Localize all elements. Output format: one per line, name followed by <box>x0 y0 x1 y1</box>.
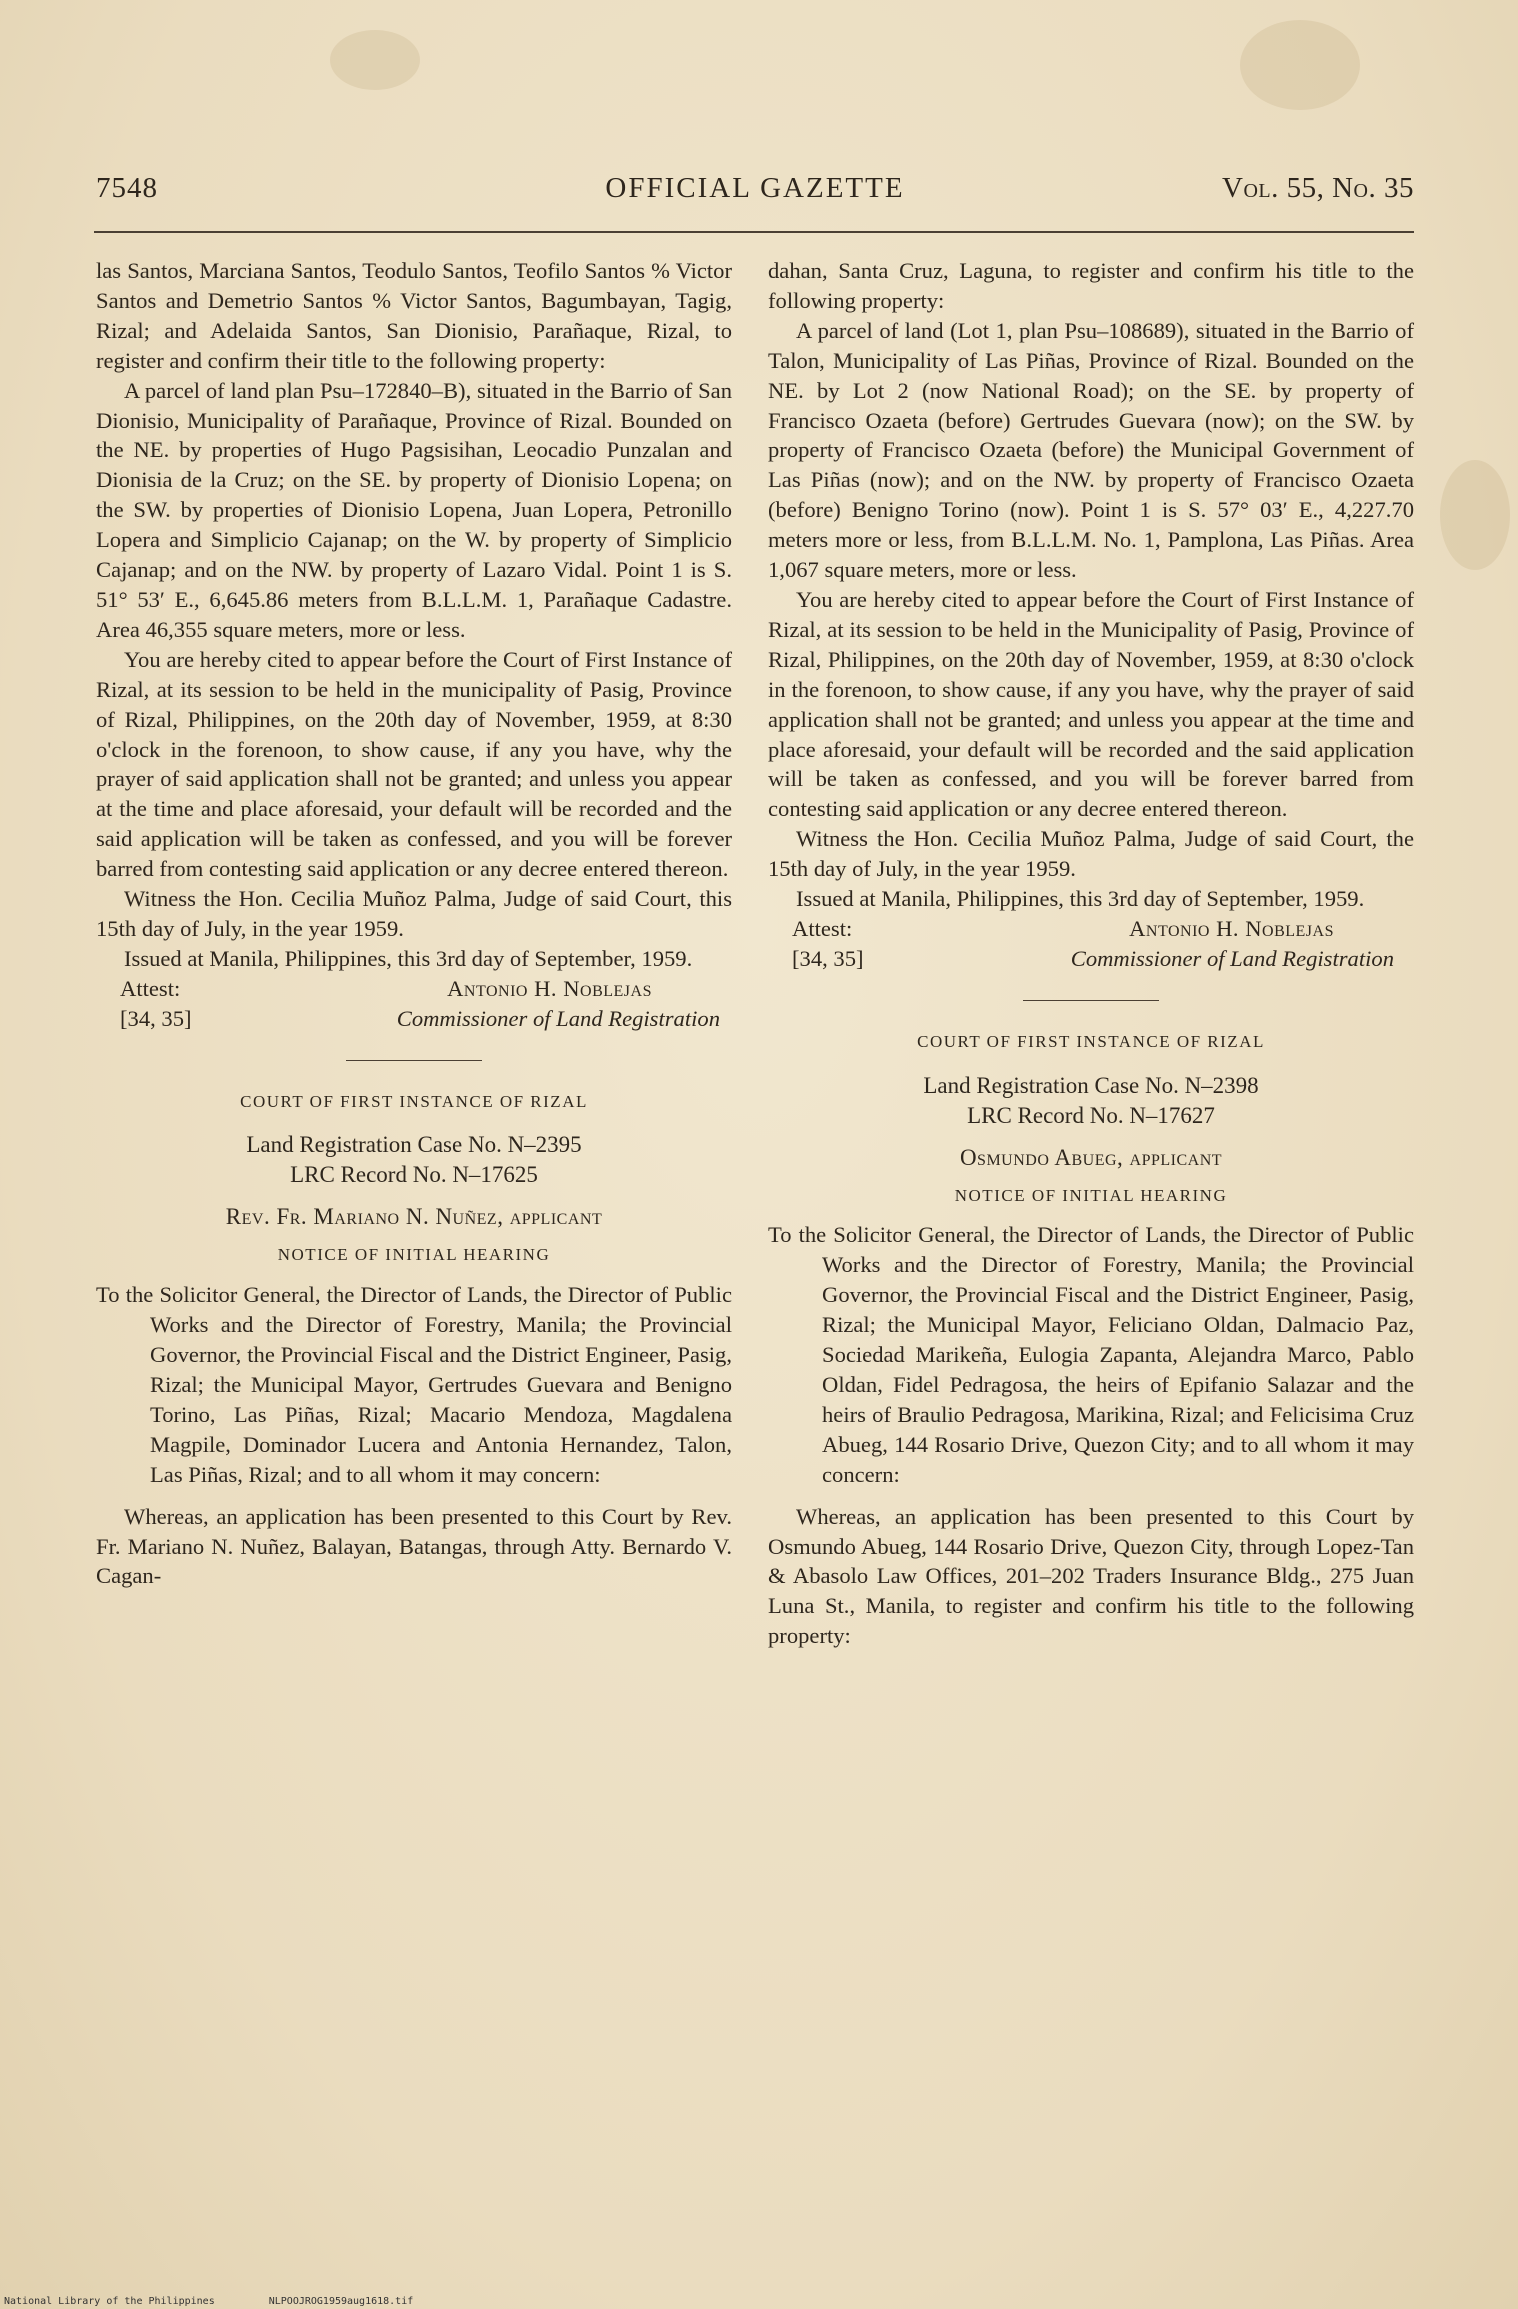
court-heading: COURT OF FIRST INSTANCE OF RIZAL <box>917 1031 1265 1051</box>
left-column <box>96 256 732 1591</box>
attest-title: Commissioner of Land Registration <box>396 1005 720 1031</box>
paragraph: dahan, Santa Cruz, Laguna, to register and confirm his title to the following property: <box>768 258 1414 313</box>
issue-reference: [34, 35] <box>792 945 864 971</box>
header-rule <box>94 231 1414 233</box>
record-number: LRC Record No. N–17627 <box>967 1102 1215 1128</box>
paper-stain <box>330 30 420 90</box>
attest-title-line <box>768 944 1414 974</box>
attest-label: Attest: <box>120 975 181 1001</box>
paragraph: Witness the Hon. Cecilia Muñoz Palma, Judge of said Court, the 15th day of July, in the year 1959. <box>768 826 1414 882</box>
paragraph: A parcel of land plan Psu–172840–B), situated in the Barrio of San Dionisio, Municipality of Parañaque, Province of Rizal. Bounded on the NE. by properties of Hugo Pagsisihan, Leocadio Punzalan and Dionisia de la Cruz; on the SE. by property of Dionisio Lopena; on the SW. by properties of Dionisio Lopena, Juan Lopera, Petronillo Lopera and Simplicio Cajanap; on the W. by property of Simplicio Cajanap; and on the NW. by property of Lazaro Vidal. Point 1 is S. 51° 53′ E., 6,645.86 meters from B.L.L.M. 1, Parañaque Cadastre. Area 46,355 square meters, more or less. <box>96 377 732 642</box>
attest-name: Antonio H. Noblejas <box>1129 915 1334 941</box>
paper-stain <box>1240 20 1360 110</box>
issue-reference: [34, 35] <box>120 1005 192 1031</box>
addressee-paragraph: To the Solicitor General, the Director of Lands, the Director of Public Works and the Director of Forestry, Manila; the Provincial Governor, the Provincial Fiscal and the District Engineer, Pasig, Rizal; the Municipal Mayor, Gertrudes Guevara and Benigno Torino, Las Piñas, Rizal; Macario Mendoza, Magdalena Magpile, Dominador Lucera and Antonia Hernandez, Talon, Las Piñas, Rizal; and to all whom it may concern: <box>96 1282 732 1487</box>
section-divider <box>346 1060 482 1061</box>
applicant-name: Rev. Fr. Mariano N. Nuñez, applicant <box>225 1204 603 1230</box>
paragraph: Whereas, an application has been presented to this Court by Rev. Fr. Mariano N. Nuñez, Balayan, Batangas, through Atty. Bernardo V. Cagan- <box>96 1503 732 1589</box>
paragraph: You are hereby cited to appear before the Court of First Instance of Rizal, at its session to be held in the Municipality of Pasig, Province of Rizal, Philippines, on the 20th day of November, 1959, at 8:30 o'clock in the forenoon, to show cause, if any you have, why the prayer of said application shall not be granted; and unless you appear at the time and place aforesaid, your default will be recorded and the said application will be taken as confessed, and you will be forever barred from contesting said application or any decree entered thereon. <box>768 586 1414 822</box>
record-number: LRC Record No. N–17625 <box>290 1162 538 1188</box>
right-column <box>768 256 1414 1651</box>
page-number: 7548 <box>96 172 158 204</box>
volume-number: Vol. 55, No. 35 <box>1222 172 1414 204</box>
section-divider <box>1023 1000 1159 1001</box>
addressee-paragraph: To the Solicitor General, the Director of Lands, the Director of Public Works and the Director of Forestry, Manila; the Provincial Governor, the Provincial Fiscal and the District Engineer, Pasig, Rizal; the Municipal Mayor, Feliciano Oldan, Dalmacio Paz, Sociedad Marikeña, Eulogia Zapanta, Alejandra Marco, Pablo Oldan, Fidel Pedragosa, the heirs of Epifanio Salazar and the heirs of Braulio Pedragosa, Marikina, Rizal; and Felicisima Cruz Abueg, 144 Rosario Drive, Quezon City; and to all whom it may concern: <box>768 1222 1414 1487</box>
paragraph: Issued at Manila, Philippines, this 3rd day of September, 1959. <box>124 945 693 971</box>
attest-label: Attest: <box>792 915 853 941</box>
attest-line <box>96 974 732 1004</box>
applicant-name: Osmundo Abueg, applicant <box>959 1144 1223 1170</box>
paragraph: A parcel of land (Lot 1, plan Psu–108689), situated in the Barrio of Talon, Municipality of Las Piñas, Province of Rizal. Bounded on the NE. by Lot 2 (now National Road); on the SE. by property of Francisco Ozaeta (before) Gertrudes Guevara (now); on the SW. by property of Francisco Ozaeta (before) the Municipal Government of Las Piñas (now); and on the NW. by property of Francisco Ozaeta (before) Benigno Torino (now). Point 1 is S. 57° 03′ E., 4,227.70 meters more or less, from B.L.L.M. No. 1, Pamplona, Las Piñas. Area 1,067 square meters, more or less. <box>768 317 1414 583</box>
paragraph: las Santos, Marciana Santos, Teodulo Santos, Teofilo Santos % Victor Santos and Demetrio Santos % Victor Santos, Bagumbayan, Tagig, Rizal; and Adelaida Santos, San Dionisio, Parañaque, Rizal, to register and confirm their title to the following property: <box>96 258 732 373</box>
attest-line <box>768 914 1414 944</box>
attest-title-line <box>96 1004 732 1034</box>
notice-heading: NOTICE OF INITIAL HEARING <box>954 1185 1228 1205</box>
notice-heading: NOTICE OF INITIAL HEARING <box>277 1245 551 1265</box>
paragraph: Witness the Hon. Cecilia Muñoz Palma, Judge of said Court, this 15th day of July, in the year 1959. <box>96 886 732 941</box>
scan-filename: NLPOOJROG1959aug1618.tif <box>268 2296 414 2307</box>
attest-title: Commissioner of Land Registration <box>1070 945 1394 971</box>
library-credit: National Library of the Philippines <box>4 2296 215 2307</box>
paragraph: You are hereby cited to appear before the Court of First Instance of Rizal, at its session to be held in the municipality of Pasig, Province of Rizal, Philippines, on the 20th day of November, 1959, at 8:30 o'clock in the forenoon, to show cause, if any you have, why the prayer of said application shall not be granted; and unless you appear at the time and place aforesaid, your default will be recorded and the said application will be taken as confessed, and you will be forever barred from contesting said application or any decree entered thereon. <box>96 646 732 882</box>
court-heading: COURT OF FIRST INSTANCE OF RIZAL <box>240 1091 588 1111</box>
scan-footer <box>4 2296 461 2307</box>
paper-stain <box>1440 460 1510 570</box>
page-header <box>96 172 1414 212</box>
case-number: Land Registration Case No. N–2398 <box>923 1072 1259 1098</box>
paragraph: Whereas, an application has been presented to this Court by Osmundo Abueg, 144 Rosario Drive, Quezon City, through Lopez-Tan & Abasolo Law Offices, 201–202 Traders Insurance Bldg., 275 Juan Luna St., Manila, to register and confirm his title to the following property: <box>768 1503 1414 1649</box>
attest-name: Antonio H. Noblejas <box>447 975 652 1001</box>
paragraph: Issued at Manila, Philippines, this 3rd day of September, 1959. <box>796 886 1365 912</box>
publication-title: OFFICIAL GAZETTE <box>605 172 905 204</box>
case-number: Land Registration Case No. N–2395 <box>246 1132 582 1158</box>
